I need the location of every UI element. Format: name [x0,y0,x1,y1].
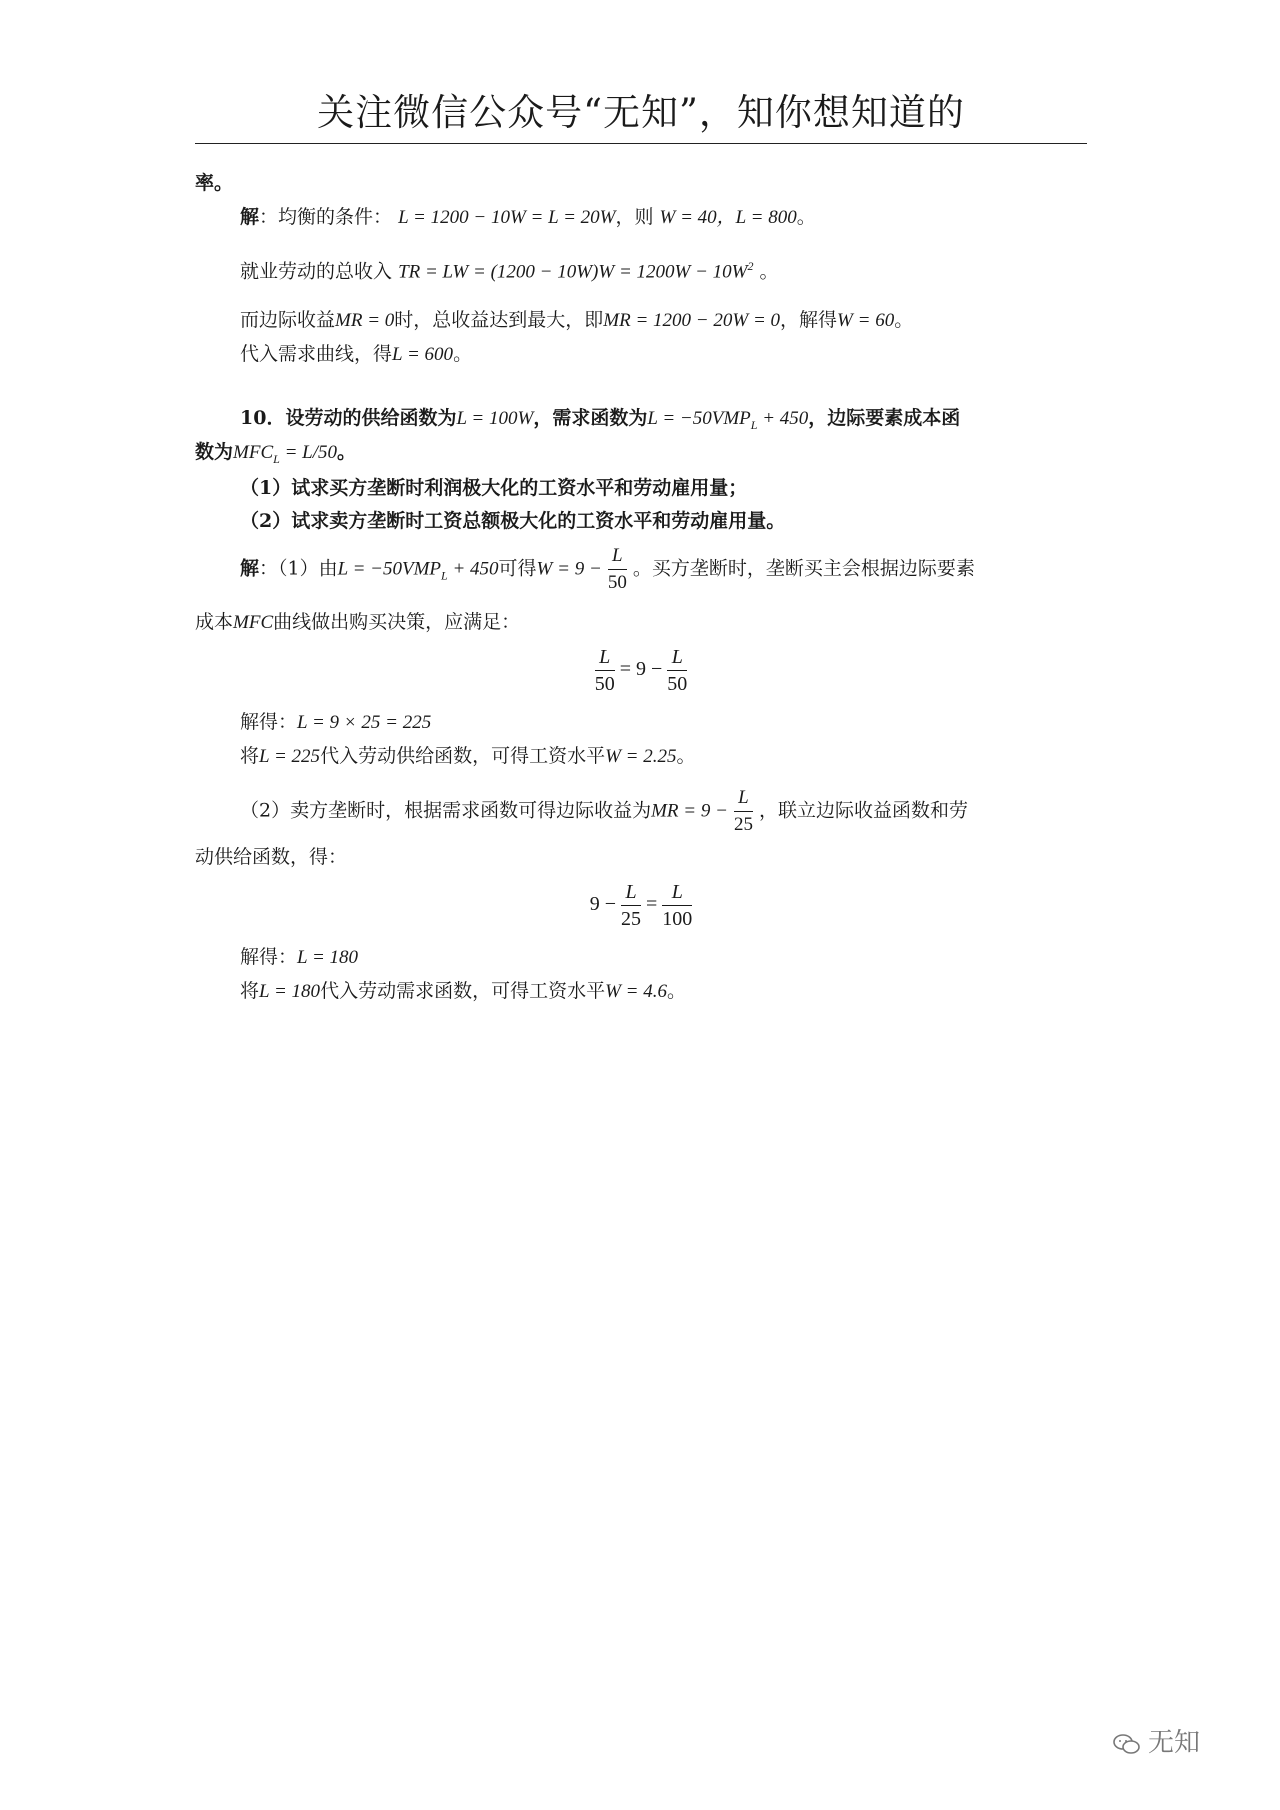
watermark-text: 无知 [1148,1728,1201,1758]
solution-line-2: 成本MFC曲线做出购买决策，应满足： [195,611,521,633]
equation-2: 9 − $\frac{L}{25}$ = $\frac{L}{100}$ [589,881,693,930]
fraction-eq1-right: $\frac{L}{50}$ [667,646,688,695]
header-divider [195,143,1087,144]
fraction-l-over-50: $\frac{L}{50}$ [607,545,627,593]
page-header-title: 关注微信公众号“无知”，知你想知道的 [317,91,965,134]
question-10-part-2: （2）试求卖方垄断时工资总额极大化的工资水平和劳动雇用量。 [240,510,786,532]
text-line-3: 就业劳动的总收入 TR = LW = $(1200 - 10W)W = 1200W - 10W^2$ 。 [240,259,779,283]
fraction-eq2-right: $\frac{L}{100}$ [662,881,693,930]
text-line-5: 代入需求曲线，得L = 600。 [240,343,473,365]
solution-line-5: （2）卖方垄断时，根据需求函数可得边际收益为MR = 9 − $\frac{L}{25}$ ，联立边际收益函数和劳 [240,785,968,838]
question-10-part-1: （1）试求买方垄断时利润极大化的工资水平和劳动雇用量； [240,477,748,499]
text-line-2: 解：均衡的条件： L = 1200 − 10W = L = 20W，则 W = 40，L = 800。 [240,206,816,228]
text-line-4: 而边际收益MR = 0时，总收益达到最大，即MR = 1200 − 20W = 0，解得W = 60。 [240,309,914,331]
question-10-line-1: 10．设劳动的供给函数为L = 100W，需求函数为$L = -50VMP_L + 450$，边际要素成本函 [240,407,961,432]
solution-line-1: 解：（1）由$L = -50VMP_L + 450$可得W = 9 − $\frac{L}{50}$ 。买方垄断时，垄断买主会根据边际要素 [240,543,975,596]
solution-line-7: 解得：L = 180 [240,946,359,968]
fraction-eq1-left: $\frac{L}{50}$ [594,646,615,695]
equation-1: $\frac{L}{50}$ = 9 − $\frac{L}{50}$ [594,646,688,695]
solution-line-3: 解得：L = 9 × 25 = 225 [240,711,432,733]
fraction-l-over-25: $\frac{L}{25}$ [733,787,753,835]
wechat-icon [1112,1733,1142,1755]
text-line-1: 率。 [195,172,234,194]
solution-line-4: 将L = 225代入劳动供给函数，可得工资水平W = 2.25。 [240,745,696,767]
solution-line-8: 将L = 180代入劳动需求函数，可得工资水平W = 4.6。 [240,980,686,1002]
question-10-line-2: 数为$MFC_L = L/50$。 [195,441,356,466]
watermark [1112,1722,1200,1759]
fraction-eq2-left: $\frac{L}{25}$ [621,881,641,930]
solution-line-6: 动供给函数，得： [195,846,348,868]
